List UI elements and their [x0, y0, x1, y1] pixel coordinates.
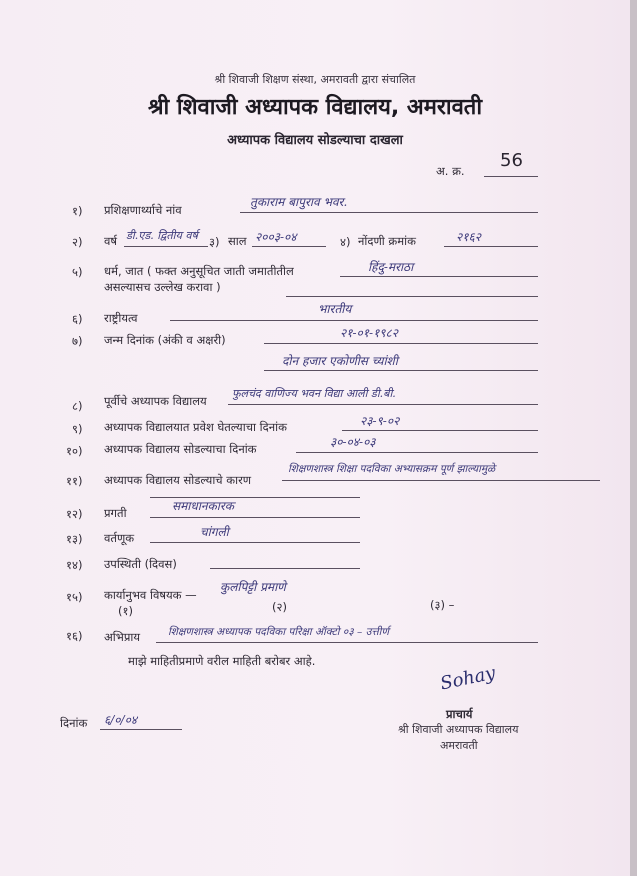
field-7-value: २१-०१-१९८२ — [340, 326, 399, 340]
field-8-number: ८) — [72, 399, 83, 413]
field-5-underline — [340, 276, 538, 277]
field-7-underline — [264, 343, 538, 344]
field-10-number: १०) — [66, 444, 83, 458]
field-7-number: ७) — [72, 334, 83, 348]
serial-label: अ. क्र. — [436, 164, 465, 178]
field-5-number: ५) — [72, 265, 83, 279]
field-4-value: २१६२ — [456, 230, 481, 244]
field-15-label: कार्यानुभव विषयक — — [104, 588, 197, 602]
field-10-label: अध्यापक विद्यालय सोडल्याचा दिनांक — [104, 442, 257, 456]
principal-signature: Sohay — [438, 662, 498, 695]
field-15-sub-2: (२) — [272, 600, 287, 614]
field-7-underline-2 — [264, 370, 538, 371]
field-4-underline — [444, 246, 538, 247]
field-8-label: पूर्वीचे अध्यापक विद्यालय — [104, 394, 207, 408]
field-7-label: जन्म दिनांक (अंकी व अक्षरी) — [104, 333, 226, 347]
field-16-number: १६) — [66, 629, 83, 643]
field-15-sub-3: (३) – — [430, 598, 455, 612]
certificate-title: अध्यापक विद्यालय सोडल्याचा दाखला — [227, 133, 403, 148]
field-2-value: डी.एड. द्वितीय वर्ष — [126, 229, 198, 242]
field-12-value: समाधानकारक — [172, 499, 234, 513]
school-name-title: श्री शिवाजी अध्यापक विद्यालय, अमरावती — [147, 95, 483, 120]
field-6-underline — [170, 320, 538, 321]
field-10-underline — [296, 452, 538, 453]
date-label: दिनांक — [60, 716, 88, 730]
field-5-label-line2: असल्यासच उल्लेख करावा ) — [104, 280, 221, 294]
field-8-value: फुलचंद वाणिज्य भवन विद्या आली डी.बी. — [232, 387, 396, 400]
field-6-value: भारतीय — [318, 302, 352, 316]
scanner-edge — [630, 0, 637, 876]
field-8-underline — [228, 404, 538, 405]
principal-label: प्राचार्य — [446, 707, 473, 721]
field-7-value-words: दोन हजार एकोणीस च्यांशी — [282, 354, 398, 368]
stamp-city: अमरावती — [440, 739, 478, 752]
field-16-underline — [156, 642, 538, 643]
field-15-number: १५) — [66, 590, 83, 604]
field-1-underline — [240, 212, 538, 213]
serial-number: 56 — [500, 150, 523, 171]
field-12-underline — [150, 517, 360, 518]
field-14-underline — [210, 568, 360, 569]
field-13-number: १३) — [66, 532, 83, 546]
field-13-label: वर्तणूक — [104, 531, 135, 545]
field-9-underline — [342, 430, 538, 431]
field-12-label: प्रगती — [104, 506, 127, 520]
field-5-underline-2 — [286, 296, 538, 297]
field-4-number: ४) — [340, 235, 351, 249]
field-6-label: राष्ट्रीयत्व — [104, 311, 138, 325]
field-3-underline — [252, 246, 326, 247]
field-16-value: शिक्षणशास्त्र अध्यापक पदविका परिक्षा ऑक्टो ०३ – उत्तीर्ण — [168, 626, 389, 638]
field-9-label: अध्यापक विद्यालयात प्रवेश घेतल्याचा दिनांक — [104, 420, 287, 434]
field-4-label: नोंदणी क्रमांक — [358, 234, 416, 248]
field-13-underline — [150, 542, 360, 543]
field-5-value: हिंदु-मराठा — [368, 260, 414, 274]
field-15-sub-1: (१) — [118, 604, 133, 618]
field-13-value: चांगली — [200, 525, 229, 539]
field-2-label: वर्ष — [104, 234, 118, 248]
date-value: ६/०/०४ — [104, 713, 138, 727]
managing-society-line: श्री शिवाजी शिक्षण संस्था, अमरावती द्वारा संचालित — [214, 73, 416, 86]
stamp-school-name: श्री शिवाजी अध्यापक विद्यालय — [398, 723, 519, 736]
field-3-value: २००३-०४ — [255, 230, 297, 244]
date-underline — [100, 729, 182, 730]
field-1-number: १) — [72, 204, 83, 218]
field-11-number: ११) — [66, 474, 83, 488]
field-9-value: २३-९-०२ — [360, 414, 400, 428]
field-16-label: अभिप्राय — [104, 630, 141, 644]
field-10-value: ३०-०४-०३ — [330, 435, 376, 449]
field-11-value: शिक्षणशास्त्र शिक्षा पदविका अभ्यासक्रम पूर्ण झाल्यामुळे — [288, 463, 496, 475]
declaration-text: माझे माहितीप्रमाणे वरील माहिती बरोबर आहे. — [128, 654, 316, 668]
field-3-label: साल — [228, 234, 247, 248]
field-12-number: १२) — [66, 507, 83, 521]
field-11-underline — [282, 480, 600, 481]
field-6-number: ६) — [72, 312, 83, 326]
field-14-label: उपस्थिती (दिवस) — [104, 557, 177, 571]
field-1-value: तुकाराम बापुराव भवर. — [250, 195, 348, 209]
field-9-number: ९) — [72, 422, 83, 436]
field-2-underline — [124, 246, 208, 247]
field-5-label: धर्म, जात ( फक्त अनुसूचित जाती जमातीतील — [104, 264, 294, 278]
field-14-number: १४) — [66, 558, 83, 572]
field-11-label: अध्यापक विद्यालय सोडल्याचे कारण — [104, 473, 252, 487]
field-2-number: २) — [72, 235, 83, 249]
field-15-value: कुलपिट्टी प्रमाणे — [220, 580, 286, 594]
field-1-label: प्रशिक्षणार्थ्याचे नांव — [104, 203, 182, 217]
field-3-number: ३) — [209, 235, 220, 249]
serial-underline — [484, 176, 538, 177]
